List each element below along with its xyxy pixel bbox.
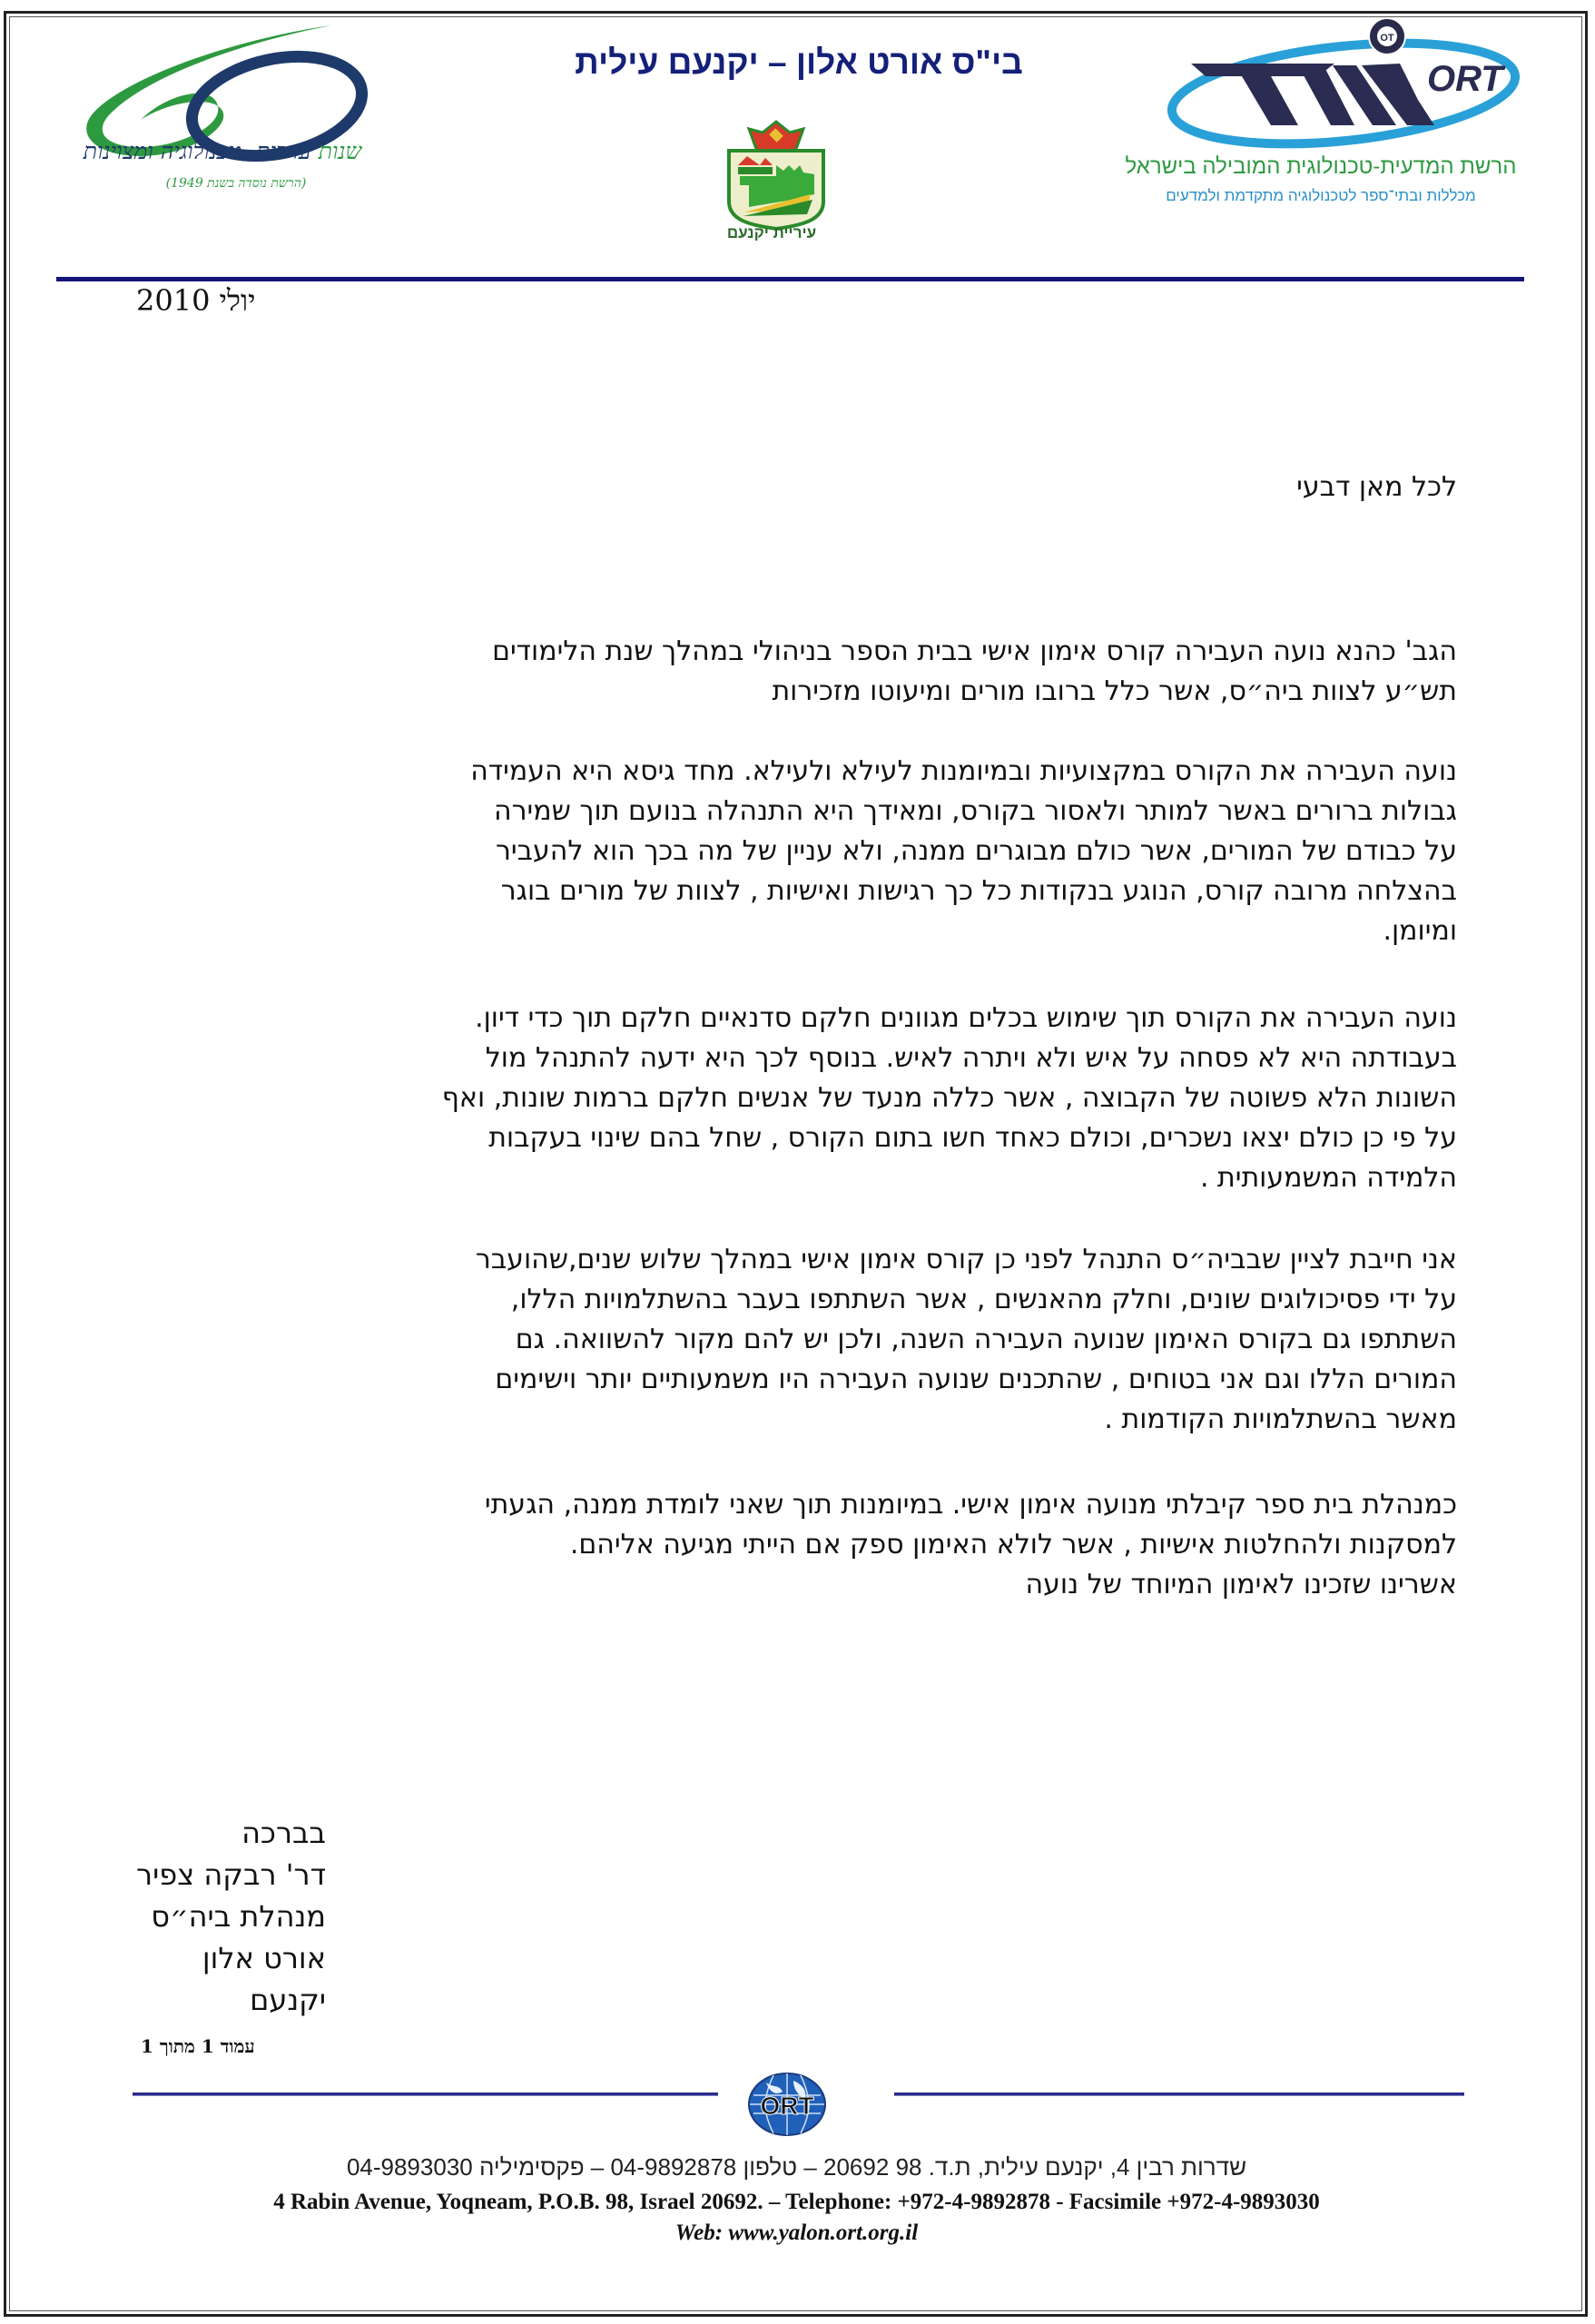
letter-greeting: לכל מאן דבעי [1296,471,1457,503]
paragraph-line: על פי כן כולם יצאו נשכרים, וכולם כאחד חשו בתום הקורס , שחל בהם שינוי בעקבות [488,1122,1457,1154]
footer-divider-left [133,2093,718,2096]
sixty-years-logo [59,20,377,192]
paragraph-line: הלמידה המשמעותית . [1199,1162,1457,1194]
ort-subtagline: מכללות ובתי־ספר לטכנולוגיה מתקדמת ולמדעים [1166,187,1476,204]
paragraph-line: בעבודתה היא לא פסחה על איש ולא ויתרה לאיש. בנוסף לכך היא ידעה להתנהל מול [485,1042,1457,1074]
paragraph-line: על כבודם של המורים, אשר כולם מבוגרים ממנה, ולא עניין של מה בכך הוא להעביר [496,835,1457,867]
paragraph-line: למסקנות ולהחלטות אישיות , אשר לולא האימון ספק אם הייתי מגיעה אליהם. [569,1529,1457,1561]
paragraph-line: מאשר בהשתלמויות הקודמות . [1104,1403,1457,1435]
logo60-caption-rest: ערכים, טכנולוגיה ומצוינות [83,138,311,164]
signature-closing: בברכה [241,1816,327,1850]
paragraph-line: אני חייבת לציין שבביה״ס התנהל לפני כן קורס אימון אישי במהלך שלוש שנים,שהועבר [475,1244,1457,1275]
paragraph-line: נועה העבירה את הקורס במקצועיות ובמיומנות לעילא ולעילא. מחד גיסא היא העמידה [470,755,1457,787]
signature-school: אורט אלון [202,1941,327,1975]
logo60-caption-green: שנות [318,138,362,164]
logo60-subcaption: (הרשת נוסדה בשנת 1949) [165,176,307,191]
footer-address-hebrew: שדרות רבין 4, יקנעם עילית, ת.ד. 98 20692 – טלפון 04-9892878 – פקסימיליה 04-9893030 [346,2153,1247,2181]
ort-globe-logo [726,2072,849,2137]
footer-website: Web: www.yalon.ort.org.il [674,2221,919,2245]
footer-address-english: 4 Rabin Avenue, Yoqneam, P.O.B. 98, Israel 20692. – Telephone: +972-4-9892878 - Facsimile +972-4-9893030 [273,2190,1320,2214]
paragraph-line: הגב' כהנא נועה העבירה קורס אימון אישי בבית הספר בניהולי במהלך שנת הלימודים [492,635,1457,667]
paragraph-line: גבולות ברורים באשר למותר ולאסור בקורס, ומאידך היא התנהלה בנועם תוך שמירה [494,795,1457,827]
school-title: בי"ס אורט אלון – יקנעם עילית [575,44,1023,81]
globe-ort-text: ORT [760,2092,814,2120]
signature-city: יקנעם [250,1983,327,2017]
signature-role: מנהלת ביה״ס [151,1899,327,1934]
ort-tagline: הרשת המדעית-טכנולוגית המובילה בישראל [1125,154,1517,179]
ort-logo-wordmark: ORT [1427,59,1503,99]
header-divider [56,277,1524,281]
paragraph-3 [154,999,1457,1198]
letter-date: יולי 2010 [136,283,256,318]
signature-block [136,1812,326,2021]
paragraph-line: אשרינו שזכינו לאימון המיוחד של נועה [1025,1569,1457,1600]
paragraph-4 [154,1240,1457,1440]
paragraph-line: כמנהלת בית ספר קיבלתי מנועה אימון אישי. במיומנות תוך שאני לומדת ממנה, הגעתי [484,1489,1457,1521]
paragraph-line: בהצלחה מרובה קורס, הנוגע בנקודות כל כך רגישות ואישיות , לצוות של מורים בוגר [500,875,1457,907]
paragraph-line: השונות הלא פשוטה של הקבוצה , אשר כללה מנעד של אנשים חלקם ברמות שונות, ואף [441,1082,1457,1114]
page-number: עמוד 1 מתוך 1 [141,2035,255,2057]
paragraph-2 [154,752,1457,951]
ort-seal-glyph: OT [1380,33,1394,44]
ort-logo [1162,16,1525,153]
paragraph-line: ומיומן. [1383,915,1457,947]
paragraph-5 [154,1485,1457,1605]
paragraph-line: נועה העבירה את הקורס תוך שימוש בכלים מגוונים חלקם סדנאיים חלקם תוך כדי דיון. [475,1002,1457,1034]
paragraph-line: השתתפו גם בקורס האימון שנועה העבירה השנה, ולכן יש להם מקור להשוואה. גם [515,1324,1457,1355]
paragraph-line: המורים הללו וגם אני בטוחים , שהתכנים שנועה העבירה היו משמעותיים יותר וישימים [495,1364,1457,1395]
paragraph-1 [154,632,1457,712]
city-emblem-caption: עיריית יקנעם [726,224,817,241]
footer-divider-right [894,2093,1464,2096]
logo60-caption [54,138,390,165]
paragraph-line: על ידי פסיכולוגים שונים, וחלק מהאנשים , אשר השתתפו בעבר בהשתלמויות הללו, [510,1284,1457,1315]
signature-name: דר' רבקה צפיר [136,1857,327,1892]
paragraph-line: תש״ע לצוות ביה״ס, אשר כלל ברובו מורים ומיעוטו מזכירות [772,675,1457,707]
